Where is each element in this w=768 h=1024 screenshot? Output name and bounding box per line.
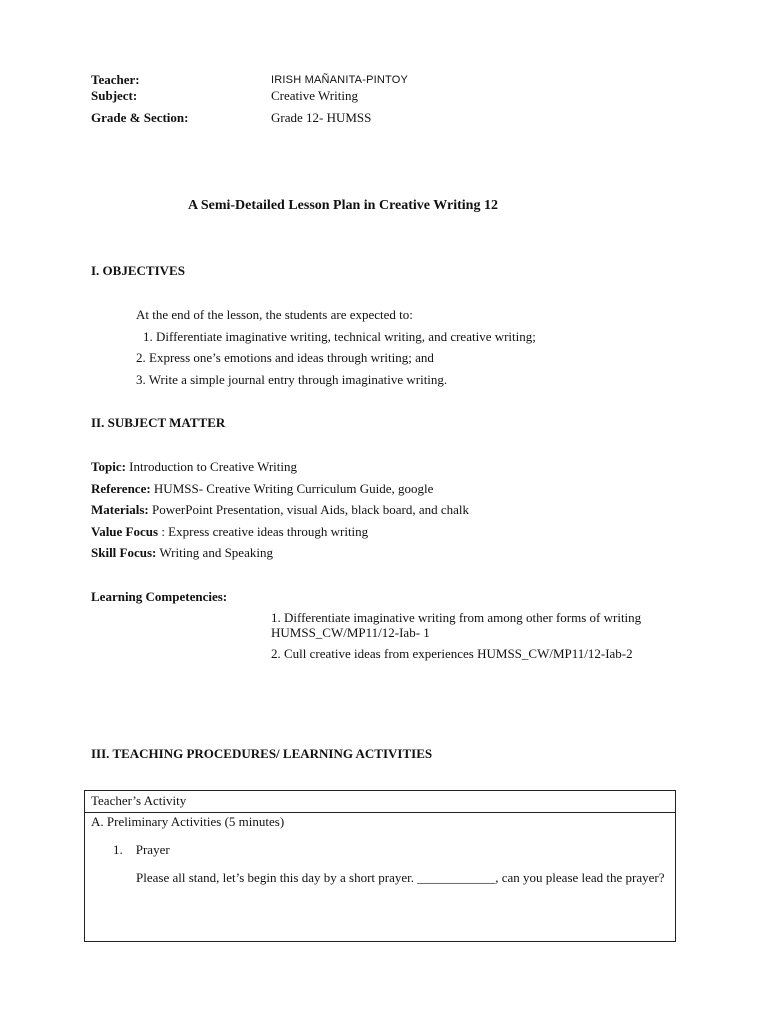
preliminary-activities: A. Preliminary Activities (5 minutes): [91, 814, 285, 829]
grade-label: Grade & Section:: [91, 110, 189, 125]
teacher-label: Teacher:: [91, 72, 140, 87]
competency-item: 1. Differentiate imaginative writing from among other forms of writing HUMSS_CW/MP11/12-Iab- 1: [271, 610, 642, 640]
reference-value: HUMSS- Creative Writing Curriculum Guide, google: [150, 481, 434, 496]
objective-item: 3. Write a simple journal entry through imaginative writing.: [136, 372, 448, 387]
value-focus-value: : Express creative ideas through writing: [158, 524, 369, 539]
objective-item: 2. Express one’s emotions and ideas through writing; and: [136, 350, 434, 365]
objective-item: 1. Differentiate imaginative writing, technical writing, and creative writing;: [143, 329, 536, 344]
skill-focus-label: Skill Focus:: [91, 545, 157, 560]
teacher-value: IRISH MAÑANITA-PINTOY: [271, 74, 409, 86]
topic-label: Topic:: [91, 459, 126, 474]
objectives-intro: At the end of the lesson, the students are expected to:: [136, 307, 413, 322]
table-header-row: [85, 791, 675, 813]
competencies-label: Learning Competencies:: [91, 589, 228, 604]
table-header-cell: Teacher’s Activity: [91, 793, 187, 808]
competency-item: 2. Cull creative ideas from experiences HUMSS_CW/MP11/12-Iab-2: [271, 646, 633, 661]
skill-focus-line: [91, 545, 273, 561]
materials-value: PowerPoint Presentation, visual Aids, black board, and chalk: [148, 502, 470, 517]
materials-label: Materials:: [91, 502, 149, 517]
activity-table: [84, 790, 676, 942]
subject-label: Subject:: [91, 88, 138, 103]
reference-label: Reference:: [91, 481, 151, 496]
topic-line: [91, 459, 297, 475]
value-focus-line: [91, 524, 368, 540]
materials-line: [91, 502, 469, 518]
value-focus-label: Value Focus: [91, 524, 159, 539]
procedures-heading: III. TEACHING PROCEDURES/ LEARNING ACTIVITIES: [91, 746, 433, 761]
reference-line: [91, 481, 433, 497]
skill-focus-value: Writing and Speaking: [156, 545, 273, 560]
subject-value: Creative Writing: [271, 88, 358, 103]
document-title: A Semi-Detailed Lesson Plan in Creative Writing 12: [188, 198, 498, 213]
objectives-heading: I. OBJECTIVES: [91, 263, 185, 278]
subject-matter-heading: II. SUBJECT MATTER: [91, 415, 226, 430]
grade-value: Grade 12- HUMSS: [271, 110, 372, 125]
prayer-text: Please all stand, let’s begin this day by a short prayer. ____________, can you please lead the prayer?: [136, 870, 665, 885]
topic-value: Introduction to Creative Writing: [125, 459, 298, 474]
prayer-label: 1. Prayer: [113, 842, 170, 857]
